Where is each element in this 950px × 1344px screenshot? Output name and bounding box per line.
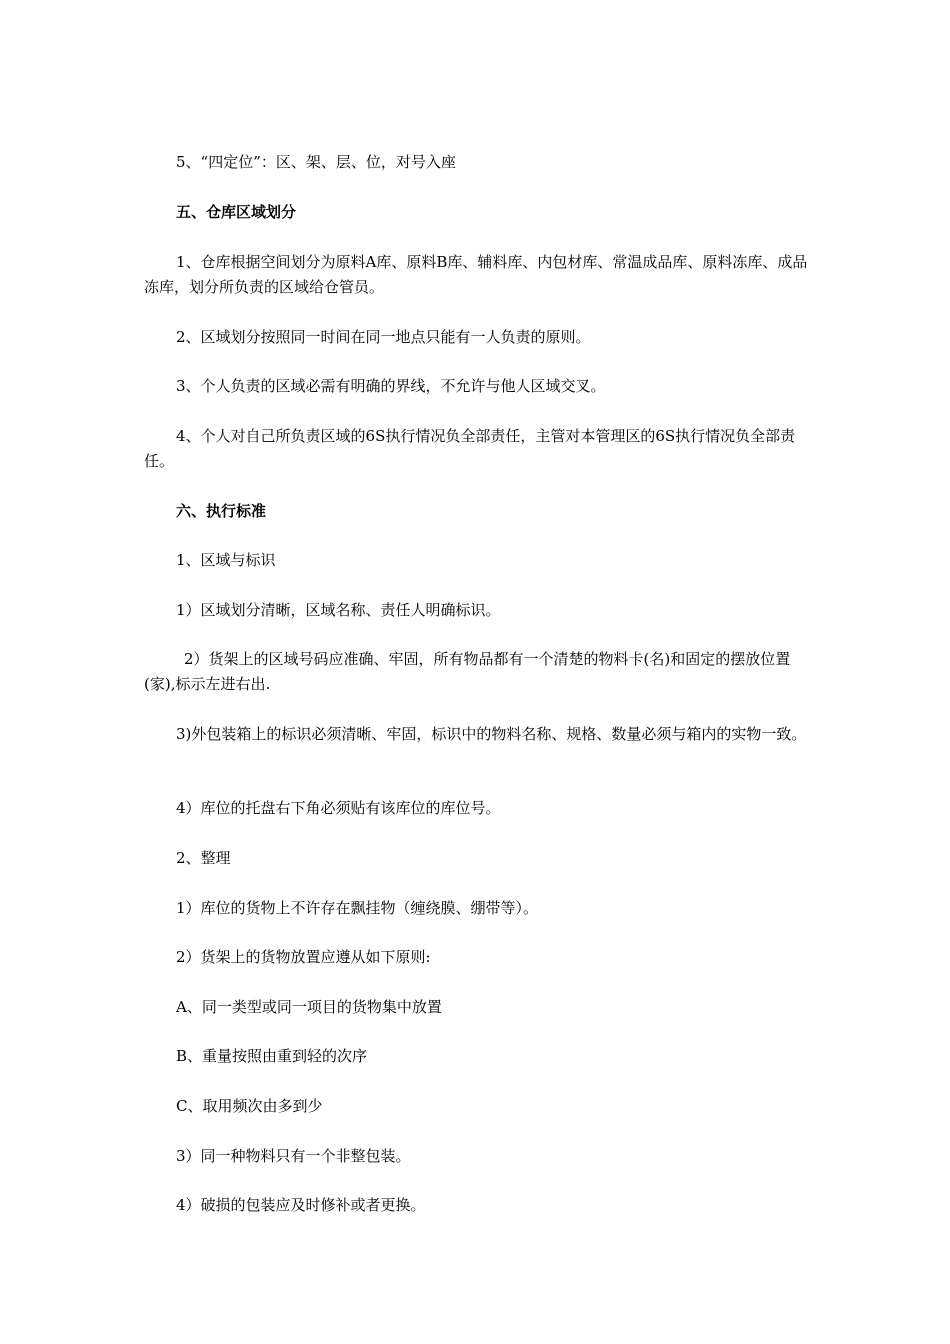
paragraph-sort-4: 4）破损的包装应及时修补或者更换。	[176, 1196, 426, 1214]
paragraph-marking-2: 2）货架上的区域号码应准确、牢固，所有物品都有一个清楚的物料卡(名)和固定的摆放位置(家),标示左进右出.	[144, 650, 791, 693]
paragraph-sort-rule-c: C、取用频次由多到少	[176, 1097, 323, 1115]
paragraph-sort-rule-a: A、同一类型或同一项目的货物集中放置	[176, 998, 442, 1016]
paragraph-zoning-2: 2、区域划分按照同一时间在同一地点只能有一人负责的原则。	[176, 328, 591, 346]
paragraph-sort-1: 1）库位的货物上不许存在飘挂物（缠绕膜、绷带等）。	[176, 899, 539, 917]
paragraph-marking-3: 3)外包装箱上的标识必须清晰、牢固，标识中的物料名称、规格、数量必须与箱内的实物一致。	[176, 725, 807, 743]
paragraph-four-positioning: 5、“四定位”：区、架、层、位，对号入座	[176, 153, 456, 171]
subheading-sort: 2、整理	[176, 849, 231, 867]
section-heading-execution-standard: 六、执行标准	[176, 502, 267, 520]
section-heading-warehouse-zoning: 五、仓库区域划分	[176, 203, 297, 221]
paragraph-zoning-4: 4、个人对自己所负责区域的6S执行情况负全部责任，主管对本管理区的6S执行情况负全部责任。	[144, 427, 796, 470]
paragraph-sort-2: 2）货架上的货物放置应遵从如下原则:	[176, 948, 431, 966]
paragraph-sort-3: 3）同一种物料只有一个非整包装。	[176, 1147, 411, 1165]
paragraph-zoning-1: 1、仓库根据空间划分为原料A库、原料B库、辅料库、内包材库、常温成品库、原料冻库、成品冻库，划分所负责的区域给仓管员。	[144, 253, 808, 296]
paragraph-marking-1: 1）区域划分清晰，区域名称、责任人明确标识。	[176, 601, 501, 619]
paragraph-zoning-3: 3、个人负责的区域必需有明确的界线，不允许与他人区域交叉。	[176, 377, 606, 395]
paragraph-marking-4: 4）库位的托盘右下角必须贴有该库位的库位号。	[176, 799, 501, 817]
subheading-area-and-marking: 1、区域与标识	[176, 551, 276, 569]
paragraph-sort-rule-b: B、重量按照由重到轻的次序	[176, 1047, 368, 1065]
